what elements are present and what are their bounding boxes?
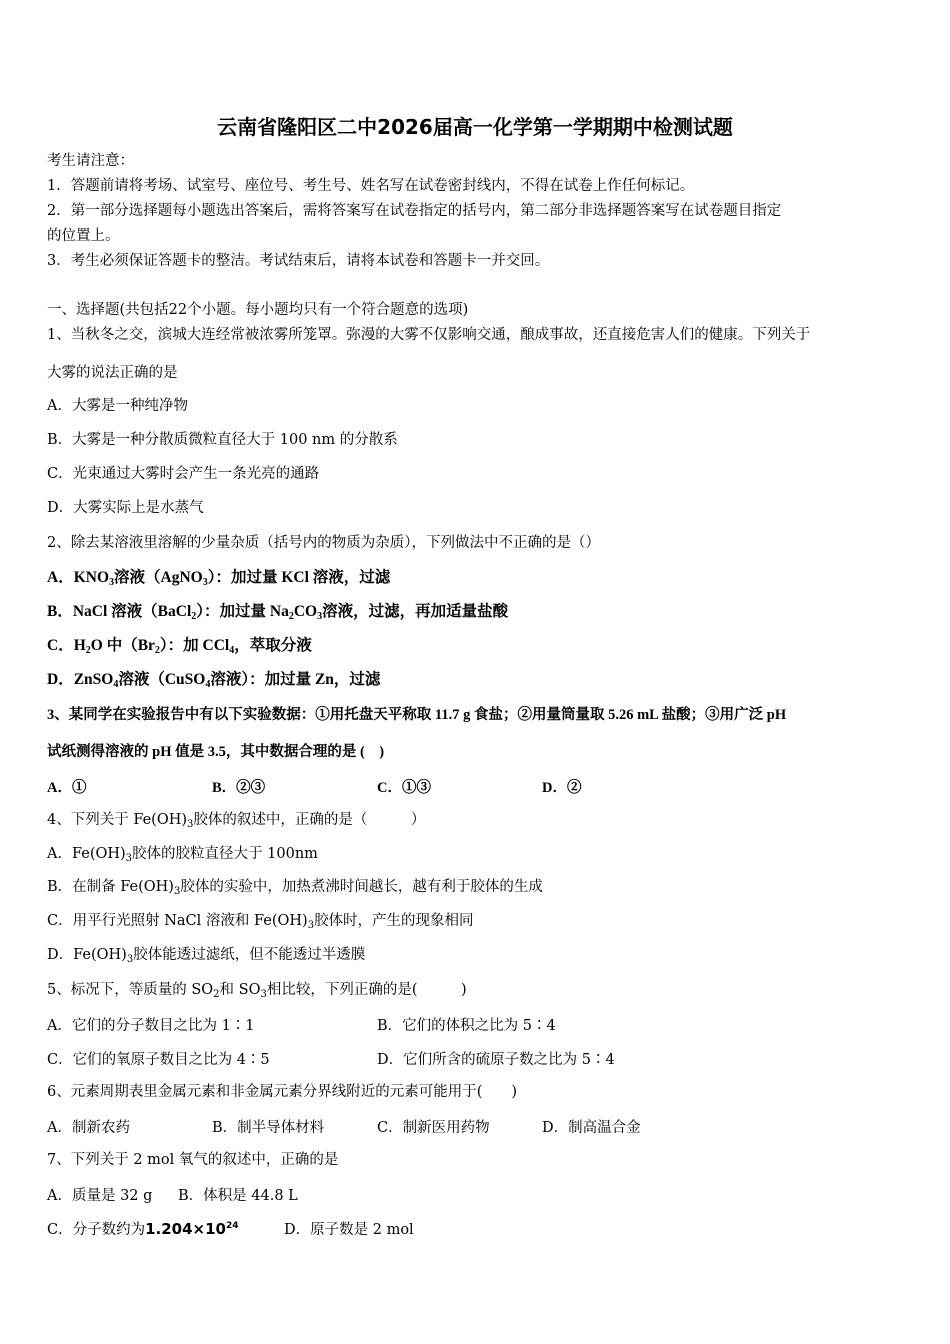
q7-c-exponent: 24 — [226, 1221, 239, 1231]
q7-c-number: 1.204×10 — [145, 1220, 226, 1238]
q4-option-b — [47, 877, 543, 897]
q4-c-p2: 胶体时，产生的现象相同 — [314, 913, 474, 929]
q7-option-d: D．原子数是 2 mol — [284, 1222, 414, 1238]
q4-b-s1: 3 — [173, 886, 181, 897]
notice-item-3: 3．考生必须保证答题卡的整洁。考试结束后，请将本试卷和答题卡一并交回。 — [47, 253, 550, 269]
q3-option-a: A．① — [47, 780, 87, 796]
q2-a-s2: 3 — [202, 577, 208, 588]
q2-d-p2: 溶液（CuSO — [118, 671, 206, 688]
q2-c-s2: 2 — [154, 645, 160, 656]
q2-d-letter: D． — [47, 671, 74, 688]
section-heading: 一、选择题(共包括22个小题。每小题均只有一个符合题意的选项) — [47, 302, 469, 318]
q1-option-a: A．大雾是一种纯净物 — [47, 398, 188, 414]
q3-stem-line1: 3、某同学在实验报告中有以下实验数据：①用托盘天平称取 11.7 g 食盐；②用量筒量取 5.26 mL 盐酸；③用广泛 pH — [47, 707, 787, 723]
q2-c-p2: O 中（Br — [90, 637, 155, 654]
q2-a-p2: 溶液（AgNO — [114, 569, 203, 586]
q2-d-s1: 4 — [113, 679, 119, 690]
q5-stem-s2: 3 — [260, 989, 267, 1000]
q4-d-s1: 3 — [126, 954, 134, 965]
q6-option-d: D．制高温合金 — [542, 1120, 641, 1136]
q2-c-p3: ）：加 CCl — [159, 637, 230, 654]
q2-option-b — [47, 602, 508, 622]
q2-c-p1: H — [73, 637, 86, 654]
q4-option-d — [47, 945, 365, 965]
q6-option-b: B．制半导体材料 — [212, 1120, 325, 1136]
q4-stem-s1: 3 — [187, 819, 194, 830]
q1-stem-line2: 大雾的说法正确的是 — [47, 365, 178, 381]
q2-b-p4: 溶液，过滤，再加适量盐酸 — [322, 603, 509, 620]
page-title: 云南省隆阳区二中2026届高一化学第一学期期中检测试题 — [217, 115, 733, 139]
q4-c-s1: 3 — [307, 920, 315, 931]
q7-c-label: C．分子数约为 — [47, 1222, 146, 1238]
q3-option-b: B．②③ — [212, 780, 266, 796]
q4-b-p1: B．在制备 Fe(OH) — [47, 879, 174, 895]
q4-a-s1: 3 — [125, 853, 133, 864]
q3-option-c: C．①③ — [377, 780, 431, 796]
q2-option-c — [47, 636, 312, 656]
q5-stem — [47, 980, 467, 1000]
q4-option-c — [47, 911, 474, 931]
q5-stem-p1: 5、标况下，等质量的 SO — [47, 982, 214, 998]
q4-stem-p2: 胶体的叙述中，正确的是（ ） — [193, 812, 426, 828]
q5-stem-s1: 2 — [213, 989, 220, 1000]
q2-b-p3: CO — [293, 603, 318, 620]
q2-b-s1: 2 — [191, 611, 197, 622]
q7-option-a: A．质量是 32 g — [47, 1188, 153, 1204]
q1-option-c: C．光束通过大雾时会产生一条光亮的通路 — [47, 466, 320, 482]
q4-d-p2: 胶体能透过滤纸，但不能透过半透膜 — [133, 947, 366, 963]
q5-stem-p3: 相比较，下列正确的是( ) — [266, 982, 467, 998]
q2-b-p2: ）：加过量 Na — [196, 603, 289, 620]
q4-a-p1: A．Fe(OH) — [47, 846, 126, 862]
q3-stem-line2: 试纸测得溶液的 pH 值是 3.5，其中数据合理的是 ( ) — [47, 744, 385, 760]
q2-b-letter: B． — [47, 603, 73, 620]
q7-stem: 7、下列关于 2 mol 氧气的叙述中，正确的是 — [47, 1152, 339, 1168]
q4-c-p1: C．用平行光照射 NaCl 溶液和 Fe(OH) — [47, 913, 308, 929]
q2-c-letter: C． — [47, 637, 74, 654]
q7-option-c — [47, 1218, 239, 1239]
q3-option-d: D．② — [542, 780, 582, 796]
q5-option-c: C．它们的氧原子数目之比为 4∶5 — [47, 1052, 270, 1068]
q2-c-p4: ，萃取分液 — [234, 637, 312, 654]
q4-stem — [47, 810, 425, 830]
q5-option-d: D．它们所含的硫原子数之比为 5∶4 — [377, 1052, 615, 1068]
q5-option-b: B．它们的体积之比为 5∶4 — [377, 1018, 556, 1034]
q2-d-p3: 溶液）：加过量 Zn，过滤 — [210, 671, 381, 688]
notice-item-2-cont: 的位置上。 — [47, 228, 120, 244]
q4-option-a — [47, 844, 318, 864]
notice-item-1: 1．答题前请将考场、试室号、座位号、考生号、姓名写在试卷密封线内，不得在试卷上作任何标记。 — [47, 178, 695, 194]
q2-b-s3: 3 — [317, 611, 323, 622]
q5-stem-p2: 和 SO — [219, 982, 261, 998]
q7-option-b: B．体积是 44.8 L — [178, 1188, 298, 1204]
q1-stem-line1: 1、当秋冬之交，滨城大连经常被浓雾所笼罩。弥漫的大雾不仅影响交通，酿成事故，还直接危害人们的健康。下列关于 — [47, 327, 811, 343]
q4-a-p2: 胶体的胶粒直径大于 100nm — [132, 846, 318, 862]
q2-d-s2: 4 — [205, 679, 211, 690]
q4-b-p2: 胶体的实验中，加热煮沸时间越长，越有利于胶体的生成 — [180, 879, 543, 895]
notice-heading: 考生请注意： — [47, 153, 134, 169]
q6-stem: 6、元素周期表里金属元素和非金属元素分界线附近的元素可能用于( ) — [47, 1084, 518, 1100]
q2-b-s2: 2 — [288, 611, 294, 622]
q6-option-c: C．制新医用药物 — [377, 1120, 490, 1136]
q4-d-p1: D．Fe(OH) — [47, 947, 127, 963]
q1-option-d: D．大雾实际上是水蒸气 — [47, 500, 204, 516]
q2-a-s1: 3 — [109, 577, 115, 588]
q4-stem-p1: 4、下列关于 Fe(OH) — [47, 812, 188, 828]
q6-option-a: A．制新农药 — [47, 1120, 130, 1136]
q2-a-letter: A． — [47, 569, 74, 586]
q2-d-p1: ZnSO — [73, 671, 114, 688]
q2-option-d — [47, 670, 380, 690]
q2-stem: 2、除去某溶液里溶解的少量杂质（括号内的物质为杂质），下列做法中不正确的是（） — [47, 535, 600, 551]
q2-a-p3: ）：加过量 KCl 溶液，过滤 — [207, 569, 391, 586]
q2-c-s3: 4 — [229, 645, 235, 656]
q2-c-s1: 2 — [85, 645, 91, 656]
q2-a-p1: KNO — [73, 569, 110, 586]
q2-b-p1: NaCl 溶液（BaCl — [72, 603, 192, 620]
notice-item-2: 2．第一部分选择题每小题选出答案后，需将答案写在试卷指定的括号内，第二部分非选择题答案写在试卷题目指定 — [47, 203, 782, 219]
q5-option-a: A．它们的分子数目之比为 1∶1 — [47, 1018, 255, 1034]
q1-option-b: B．大雾是一种分散质微粒直径大于 100 nm 的分散系 — [47, 432, 398, 448]
q2-option-a — [47, 568, 390, 588]
